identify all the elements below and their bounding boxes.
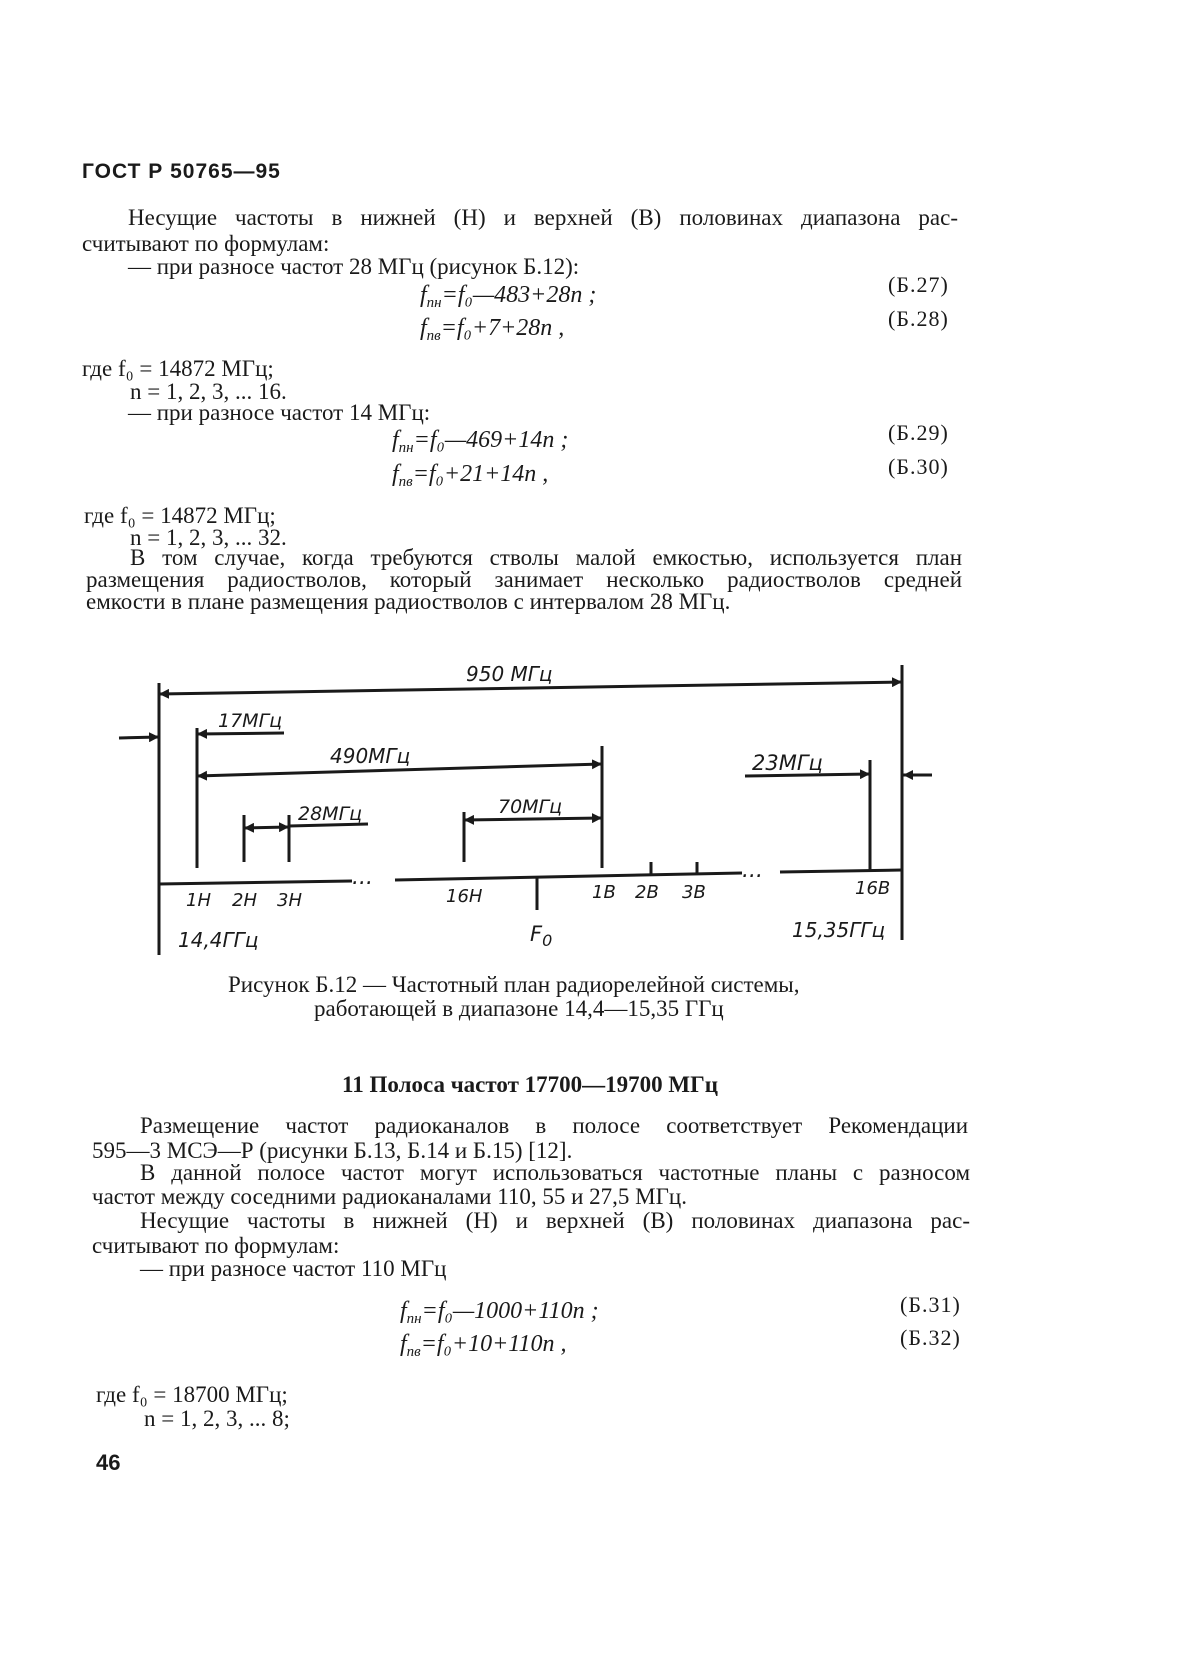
paragraph-line: Несущие частоты в нижней (Н) и верхней (В) половинах диапазона рас- <box>128 205 958 230</box>
frequency-axis <box>159 881 352 884</box>
guard-low-dimension <box>197 733 284 734</box>
label-f-low: 14,4ГГц <box>178 928 259 952</box>
formula-b27: $f_{nн}=f_0—483+28n$ ; <box>420 282 597 311</box>
label-f0: $F_0$ <box>530 922 553 950</box>
figure-caption-line2: работающей в диапазоне 14,4—15,35 ГГц <box>314 996 724 1021</box>
label-2b: 2B <box>635 882 659 903</box>
paragraph-line: емкости в плане размещения радиостволов с интервалом 28 МГц. <box>86 589 731 614</box>
case-14-label: — при разносе частот 14 МГц: <box>128 400 431 425</box>
paragraph-line: считывают по формулам: <box>92 1233 340 1258</box>
where-n: n = 1, 2, 3, ... 8; <box>144 1406 290 1431</box>
ellipsis-low: ... <box>352 865 373 890</box>
ellipsis-high: ... <box>742 858 763 883</box>
label-3h: 3H <box>277 890 302 911</box>
paragraph-line: размещения радиостволов, который занимает несколько радиостволов средней <box>86 567 962 592</box>
label-1b: 1B <box>592 882 616 903</box>
equation-number: (Б.31) <box>900 1292 961 1317</box>
label-17: 17МГц <box>218 710 283 732</box>
label-1h: 1H <box>186 890 211 911</box>
formula-b29: $f_{nн}=f_0—469+14n$ ; <box>392 427 569 456</box>
paragraph-line: Несущие частоты в нижней (Н) и верхней (В) половинах диапазона рас- <box>140 1208 970 1233</box>
equation-number: (Б.29) <box>888 420 949 445</box>
label-490: 490МГц <box>330 744 411 768</box>
label-950: 950 МГц <box>466 662 553 686</box>
case-28-label: — при разносе частот 28 МГц (рисунок Б.12): <box>128 254 580 279</box>
label-70: 70МГц <box>498 796 563 818</box>
formula-b30: $f_{nв}=f_0+21+14n$ , <box>392 461 549 490</box>
where-f0: где f₀ = 18700 МГц; <box>96 1382 288 1407</box>
paragraph-line: В том случае, когда требуются стволы малой емкостью, используется план <box>130 545 962 570</box>
label-f-high: 15,35ГГц <box>792 918 886 942</box>
label-3b: 3B <box>682 882 706 903</box>
document-code: ГОСТ Р 50765—95 <box>82 160 281 183</box>
where-f0: где f₀ = 14872 МГц; <box>84 503 276 528</box>
label-16h: 16H <box>446 886 483 907</box>
page-number: 46 <box>96 1450 121 1475</box>
case-110-label: — при разносе частот 110 МГц <box>140 1256 447 1281</box>
equation-number: (Б.27) <box>888 272 949 297</box>
where-n: n = 1, 2, 3, ... 16. <box>130 379 287 404</box>
equation-number: (Б.32) <box>900 1325 961 1350</box>
label-23: 23МГц <box>752 751 823 775</box>
formula-b31: $f_{nн}=f_0—1000+110n$ ; <box>400 1298 599 1327</box>
section-title: 11 Полоса частот 17700—19700 МГц <box>342 1072 718 1097</box>
paragraph-line: считывают по формулам: <box>82 231 330 256</box>
where-f0: где f₀ = 14872 МГц; <box>82 356 274 381</box>
paragraph-line: В данной полосе частот могут использоваться частотные планы с разносом <box>140 1160 970 1185</box>
where-n: n = 1, 2, 3, ... 32. <box>130 525 287 550</box>
frequency-axis <box>780 870 902 872</box>
label-16b: 16B <box>855 878 891 899</box>
figure-caption-line1: Рисунок Б.12 — Частотный план радиорелейной системы, <box>228 972 800 997</box>
frequency-plan-diagram <box>0 640 1187 980</box>
equation-number: (Б.28) <box>888 306 949 331</box>
step-28-arrow <box>244 827 289 828</box>
equation-number: (Б.30) <box>888 454 949 479</box>
paragraph-line: 595—3 МСЭ—Р (рисунки Б.13, Б.14 и Б.15) [12]. <box>92 1138 573 1163</box>
guard-low-arrow <box>119 737 159 738</box>
paragraph-line: Размещение частот радиоканалов в полосе соответствует Рекомендации <box>140 1113 968 1138</box>
label-28: 28МГц <box>298 803 363 825</box>
paragraph-line: частот между соседними радиоканалами 110, 55 и 27,5 МГц. <box>92 1184 687 1209</box>
label-2h: 2H <box>232 890 257 911</box>
formula-b28: $f_{nв}=f_0+7+28n$ , <box>420 315 565 344</box>
formula-b32: $f_{nв}=f_0+10+110n$ , <box>400 1331 567 1360</box>
center-gap-arrow <box>464 818 602 820</box>
frequency-axis <box>395 873 742 880</box>
